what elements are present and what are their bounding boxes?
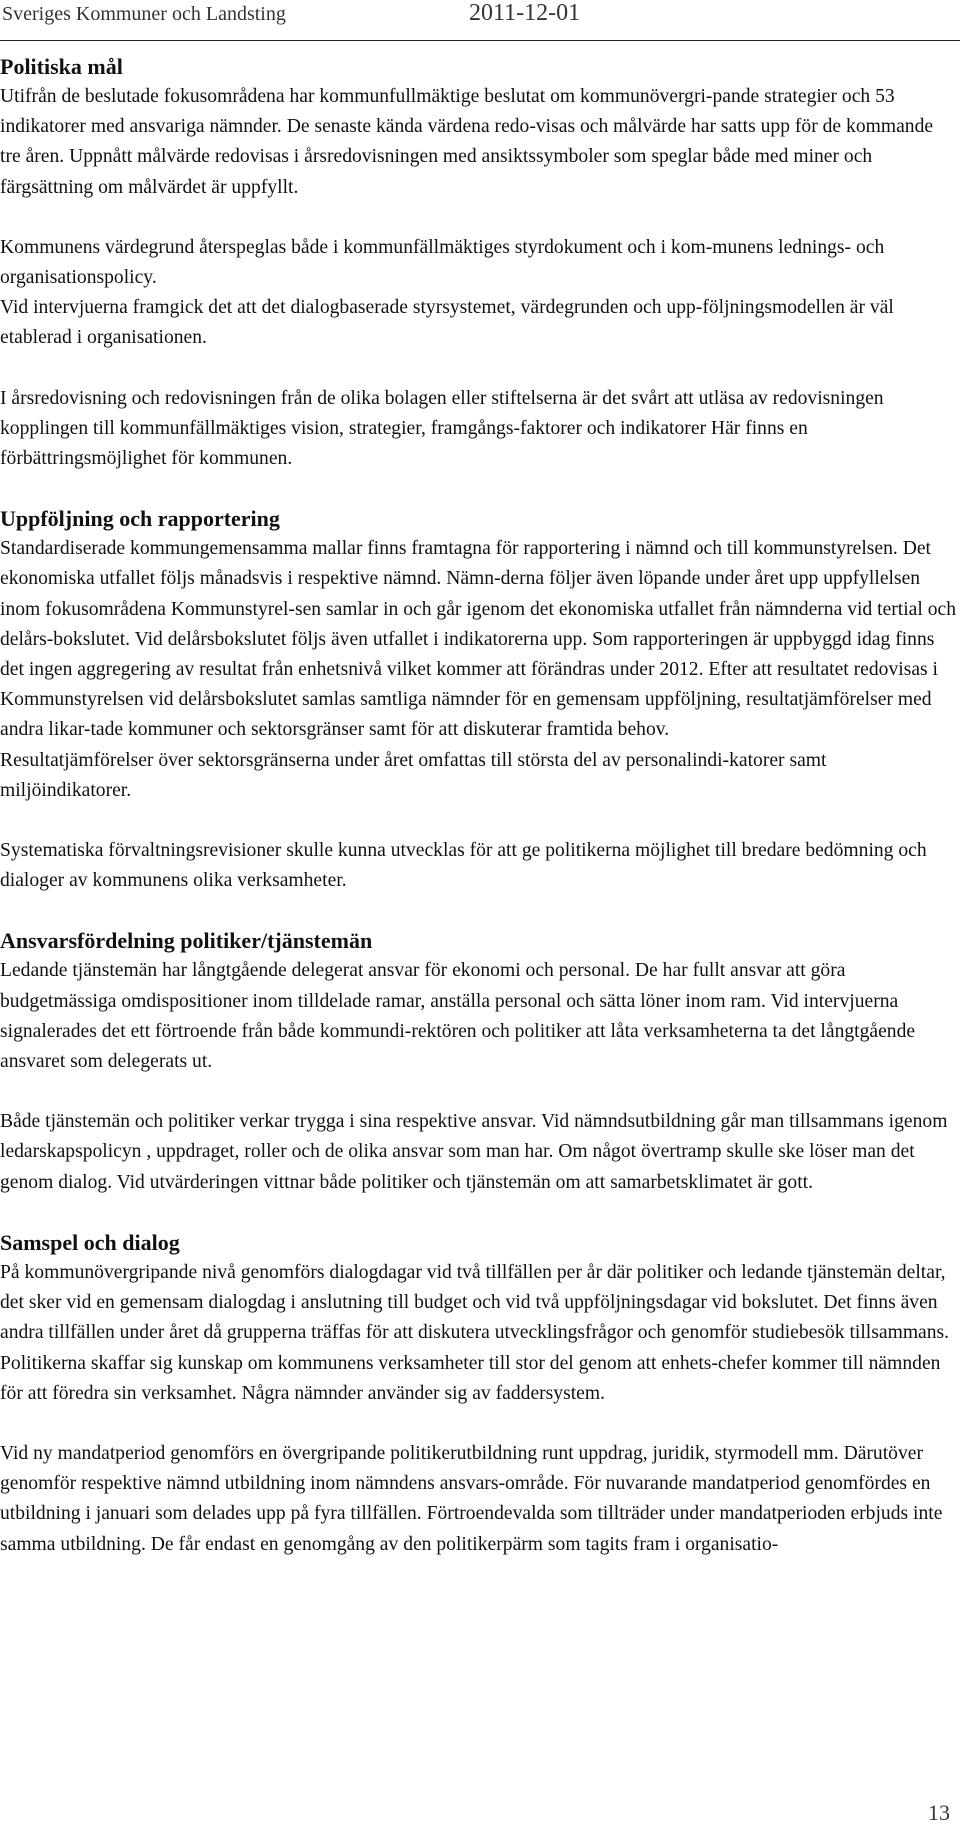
paragraph: Utifrån de beslutade fokusområdena har kommunfullmäktige beslutat om kommunövergri-pande strategier och 53 indikatorer med ansvariga nämnder. De senaste kända värdena redo-visas och målvärde har satts upp för de kommande tre åren. Uppnått målvärde redovisas i årsredovisningen med ansiktssymboler som speglar både med miner och färgsättning om målvärdet är uppfyllt. [0, 86, 934, 198]
page-header [0, 0, 960, 40]
paragraph: Kommunens värdegrund återspeglas både i kommunfällmäktiges styrdokument och i kom-munens lednings- och organisationspolicy. [0, 236, 885, 289]
page-number: 13 [928, 1800, 950, 1825]
header-date: 2011-12-01 [469, 0, 581, 26]
section-title-samspel: Samspel och dialog [0, 1229, 180, 1255]
section-title-politiska-mal: Politiska mål [0, 54, 123, 79]
section-title-ansvarsfordelning: Ansvarsfördelning politiker/tjänstemän [0, 928, 373, 954]
paragraph: Standardiserade kommungemensamma mallar finns framtagna för rapportering i nämnd och till kommunstyrelsen. Det ekonomiska utfallet följs månadsvis i respektive nämnd. Nämn-derna följer även löpande under året upp uppfyllelsen inom fokusområdena Kommunstyrel-sen samlar in och går igenom det ekonomiska utfallet från nämnderna vid tertial och delårs-bokslutet. Vid delårsbokslutet följs även utfallet i indikatorerna upp. Som rapporteringen är uppbyggd idag finns det ingen aggregering av resultat från enhetsnivå vilket kommer att förändras under 2012. Efter att resultatet redovisas i Kommunstyrelsen vid delårsbokslutet samlas samtliga nämnder för en gemensam uppföljning, resultatjämförelser med andra likar-tade kommuner och sektorsgränser samt för att diskuterar framtida behov. [0, 538, 957, 741]
paragraph: Systematiska förvaltningsrevisioner skulle kunna utvecklas för att ge politikerna möjlighet till bredare bedömning och dialoger av kommunens olika verksamheter. [0, 840, 927, 892]
paragraph: Vid intervjuerna framgick det att det dialogbaserade styrsystemet, värdegrunden och upp-följningsmodellen är väl etablerad i organisationen. [0, 297, 894, 349]
paragraph: I årsredovisning och redovisningen från de olika bolagen eller stiftelserna är det svårt att utläsa av redovisningen kopplingen till kommunfällmäktiges vision, strategier, framgångs-faktorer och indikatorer Här finns en förbättringsmöjlighet för kommunen. [0, 387, 884, 470]
paragraph: Vid ny mandatperiod genomförs en övergripande politikerutbildning runt uppdrag, juridik, styrmodell mm. Därutöver genomför respektive nämnd utbildning inom nämndens ansvars-område. För nuvarande mandatperiod genomfördes en utbildning i januari som delades upp på fyra tillfällen. Förtroendevalda som tillträder under mandatperioden erbjuds inte samma utbildning. De får endast en genomgång av den politikerpärm som tagits fram i organisatio- [0, 1442, 943, 1555]
section-title-uppfoljning: Uppföljning och rapportering [0, 506, 280, 532]
paragraph: Ledande tjänstemän har långtgående delegerat ansvar för ekonomi och personal. De har fullt ansvar att göra budgetmässiga omdispositioner inom tilldelade ramar, anställa personal och sätta löner inom ram. Vid intervjuerna signalerades det ett förtroende från både kommundi-rektören och politiker att låta verksamheterna ta det långtgående ansvaret som delegerats ut. [0, 960, 916, 1073]
paragraph: Resultatjämförelser över sektorsgränserna under året omfattas till största del av personalindi-katorer samt miljöindikatorer. [0, 749, 827, 801]
document-body [0, 52, 956, 1560]
paragraph: Både tjänstemän och politiker verkar trygga i sina respektive ansvar. Vid nämndsutbildning går man tillsammans igenom ledarskapspolicyn , uppdraget, roller och de olika ansvar som man har. Om något övertramp skulle ske löser man det genom dialog. Vid utvärderingen vittnar både politiker och tjänstemän om att samarbetsklimatet är gott. [0, 1111, 948, 1193]
header-rule [0, 40, 960, 41]
header-organization: Sveriges Kommuner och Landsting [2, 3, 286, 25]
paragraph: På kommunövergripande nivå genomförs dialogdagar vid två tillfällen per år där politiker och ledande tjänstemän deltar, det sker vid en gemensam dialogdag i anslutning till budget och vid två uppföljningsdagar vid bokslutet. Det finns även andra tillfällen under året då grupperna träffas för att diskutera utvecklingsfrågor och genomför studiebesök tillsammans. Politikerna skaffar sig kunskap om kommunens verksamheter till stor del genom att enhets-chefer kommer till nämnden för att föredra sin verksamhet. Några nämnder använder sig av faddersystem. [0, 1261, 950, 1404]
